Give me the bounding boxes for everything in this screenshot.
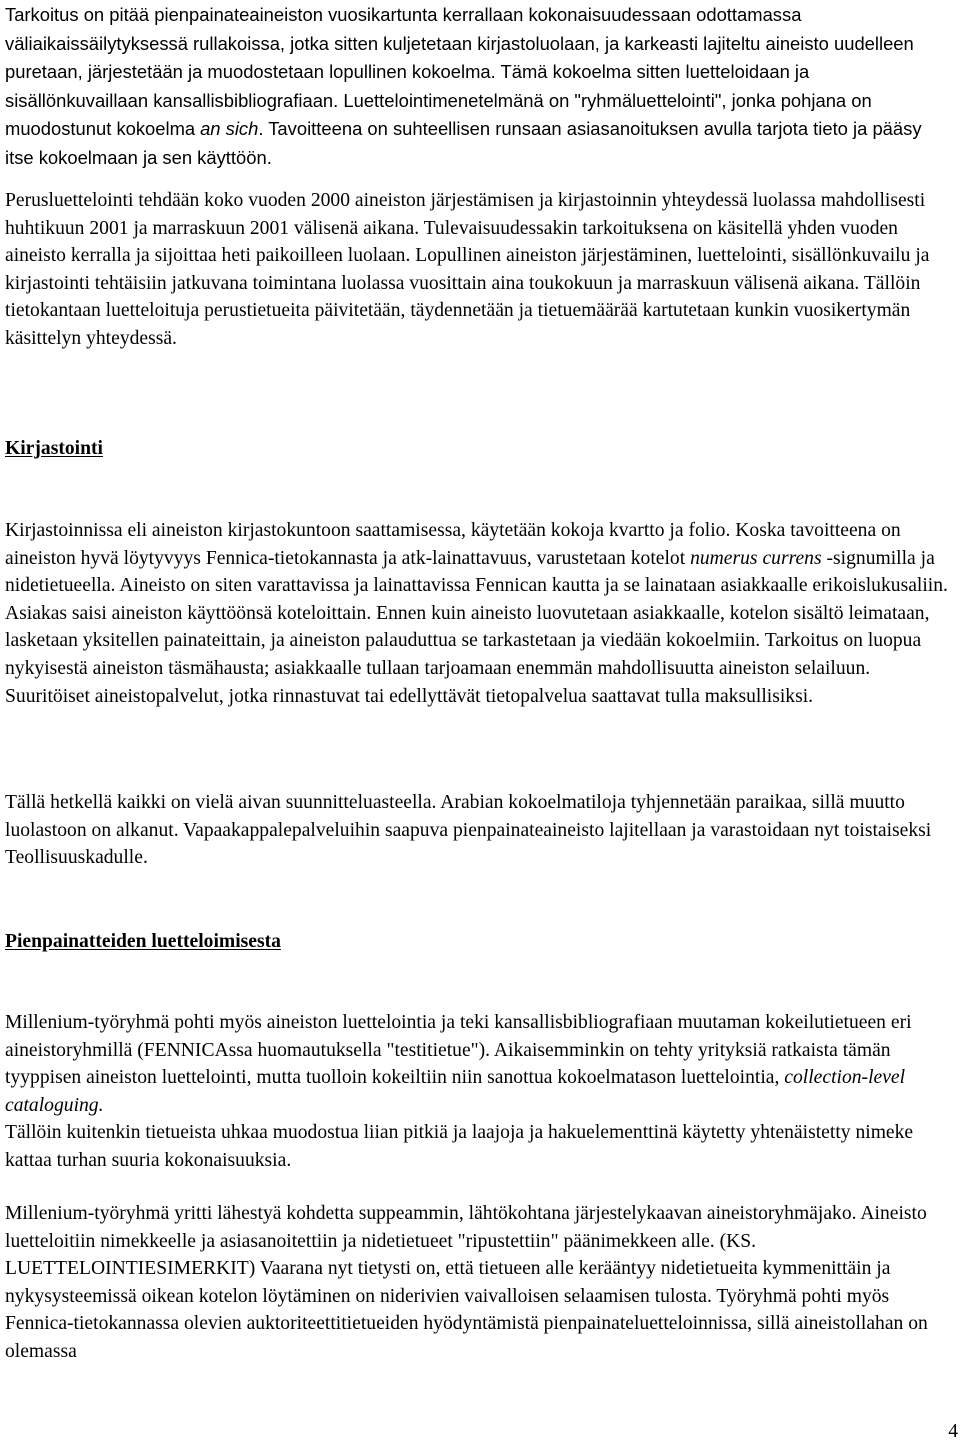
italic-term: collection-level cataloguing. [5, 1067, 906, 1116]
heading-kirjastointi: Kirjastointi [5, 438, 103, 459]
paragraph-text: Kirjastoinnissa eli aineiston kirjastokuntoon saattamisessa, käytetään kokoja kvartto ja folio. Koska tavoitteena on aineiston hyvä löytyvyys Fennica-tietokannasta ja atk-lainattavuus, varustetaan kotelot [5, 520, 901, 569]
paragraph-current-status: Tällä hetkellä kaikki on vielä aivan suunnitteluasteella. Arabian kokoelmatiloja tyhjennetään paraikaa, sillä muutto luolastoon on alkanut. Vapaakappalepalveluihin saapuva pienpainateaineisto lajitellaan ja varastoidaan nyt toistaiseksi Teollisuuskadulle. [5, 792, 932, 869]
paragraph-text: Tarkoitus on pitää pienpainateaineiston vuosikartunta kerrallaan kokonaisuudessaan odottamassa väliaikaissäilytyksessä rullakoissa, jotka sitten kuljetetaan kirjastoluolaan, ja karkeasti lajiteltu aineisto uudelleen puretaan, järjestetään ja muodostetaan lopullinen kokoelma. Tämä kokoelma sitten luetteloidaan ja sisällönkuvaillaan kansallisbibliografiaan. Luettelointimenetelmänä on "ryhmäluettelointi", jonka pohjana on muodostunut kokoelma [5, 4, 914, 140]
paragraph-collection-intro [5, 1, 955, 173]
page-number: 4 [948, 1421, 958, 1442]
paragraph-text: Millenium-työryhmä pohti myös aineiston luettelointia ja teki kansallisbibliografiaan muutaman kokeilutietueen eri aineistoryhmillä (FENNICAssa huomautuksella "testitietue"). Aikaisemminkin on tehty yrityksiä ratkaista tämän tyyppisen aineiston luettelointi, mutta tuolloin kokeiltiin niin sanottua kokoelmatason luettelointia, [5, 1012, 912, 1089]
paragraph-millenium-approach: Millenium-työryhmä yritti lähestyä kohdetta suppeammin, lähtökohtana järjestelykaavan aineistoryhmäjako. Aineisto luetteloitiin nimekkeelle ja asiasanoitettiin ja nidetietueet "ripustettiin" päänimekkeen alle. (KS. LUETTELOINTIESIMERKIT) Vaarana nyt tietysti on, että tietueen alle kerääntyy nidetietueita kymmenittäin ja nykysysteemissä oikean kotelon löytäminen on niderivien vaivalloisen selaamisen tulosta. Työryhmä pohti myös Fennica-tietokannassa olevien auktoriteettitietueiden hyödyntämistä pienpainateluetteloinnissa, sillä aineistollahan on olemassa [5, 1203, 928, 1362]
paragraph-kirjastointi [5, 517, 955, 710]
heading-pienpainatteiden-luetteloimisesta: Pienpainatteiden luetteloimisesta [5, 931, 281, 952]
italic-term: numerus currens [690, 547, 822, 569]
paragraph-text: Tällöin kuitenkin tietueista uhkaa muodostua liian pitkiä ja laajoja ja hakuelementtinä käytetty yhtenäistetty nimeke kattaa turhan suuria kokonaisuuksia. [5, 1122, 914, 1171]
paragraph-text: . Tavoitteena on suhteellisen runsaan asiasanoituksen avulla tarjota tieto ja pääsy itse kokoelmaan ja sen käyttöön. [5, 118, 922, 168]
paragraph-basic-cataloguing: Perusluettelointi tehdään koko vuoden 2000 aineiston järjestämisen ja kirjastoinnin yhteydessä luolassa mahdollisesti huhtikuun 2001 ja marraskuun 2001 välisenä aikana. Tulevaisuudessakin tarkoituksena on käsitellä yhden vuoden aineisto kerralla ja sijoittaa heti paikoilleen luolaan. Lopullinen aineiston järjestäminen, luettelointi, sisällönkuvailu ja kirjastointi tehtäisiin jatkuvana toimintana luolassa vuosittain aina toukokuun ja marraskuun välisenä aikana. Tällöin tietokantaan luetteloituja perustietueita päivitetään, täydennetään ja tietuemäärää kartutetaan kunkin vuosikertymän käsittelyn yhteydessä. [5, 190, 930, 349]
paragraph-text: -signumilla ja nidetietueella. Aineisto on siten varattavissa ja lainattavissa Fennican kautta ja se lainataan asiakkaalle erikoislukusaliin. Asiakas saisi aineiston käyttöönsä koteloittain. Ennen kuin aineisto luovutetaan asiakkaalle, kotelon sisältö leimataan, lasketaan yksitellen painateittain, ja aineiston palauduttua se tarkastetaan ja viedään kokoelmiin. Tarkoitus on luopua nykyisestä aineiston täsmähausta; asiakkaalle tullaan tarjoamaan enemmän mahdollisuutta aineiston selailuun. Suuritöiset aineistopalvelut, jotka rinnastuvat tai edellyttävät tietopalvelua saattavat tulla maksullisiksi. [5, 547, 948, 707]
italic-term: an sich [200, 118, 259, 140]
paragraph-millenium-trial [5, 1009, 955, 1175]
